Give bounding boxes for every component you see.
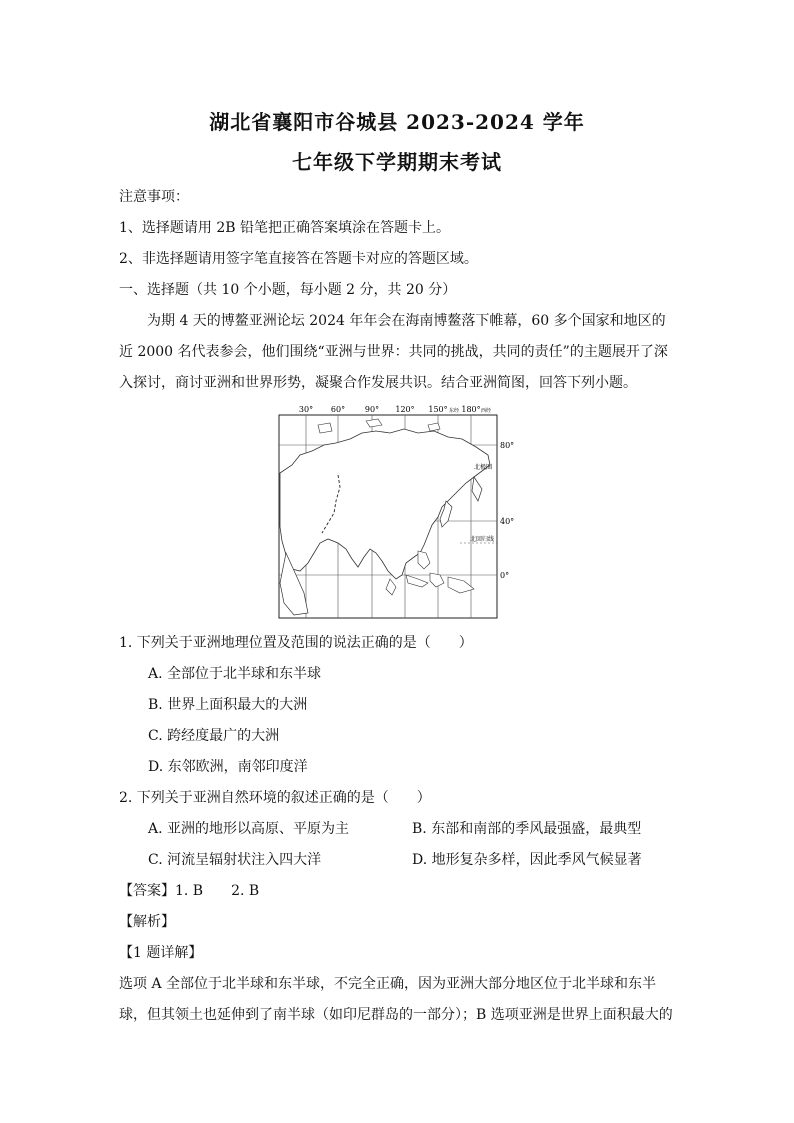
- q2-option-a: A. 亚洲的地形以高原、平原为主: [148, 821, 350, 837]
- detail-text: 选项 A 全部位于北半球和东半球，不完全正确，因为亚洲大部分地区位于北半球和东半球，但其领土也延伸到了南半球（如印尼群岛的一部分）；B 选项亚洲是世界上面积最大的: [119, 976, 673, 1023]
- map-top-label: 东经: [448, 408, 460, 414]
- q1-option-a: A. 全部位于北半球和东半球: [148, 666, 322, 682]
- kamchatka-outline: [472, 477, 482, 501]
- q1-option-b: B. 世界上面积最大的大洲: [148, 697, 308, 713]
- paper-subtitle: 七年级下学期期末考试: [292, 150, 502, 174]
- q2-stem: 2. 下列关于亚洲自然环境的叙述正确的是（ ）: [119, 790, 431, 806]
- arctic-circle-label: 北极圈: [474, 464, 493, 471]
- asia-map-svg: [278, 403, 514, 619]
- note-1: 1、选择题请用 2B 铅笔把正确答案填涂在答题卡上。: [119, 220, 451, 236]
- map-right-label: 0°: [500, 571, 510, 580]
- q1-stem: 1. 下列关于亚洲地理位置及范围的说法正确的是（ ）: [119, 635, 473, 651]
- arctic-islands: [318, 419, 440, 433]
- q2-option-d: D. 地形复杂多样，因此季风气候显著: [412, 852, 642, 868]
- map-right-label: 80°: [500, 441, 514, 450]
- notes-heading: 注意事项：: [119, 189, 189, 205]
- q2-option-c: C. 河流呈辐射状注入四大洋: [148, 852, 322, 868]
- paper-title: 湖北省襄阳市谷城县 2023-2024 学年: [209, 110, 585, 134]
- map-top-label: 30°: [298, 405, 314, 414]
- map-top-label: 西经: [480, 408, 492, 414]
- map-top-label: 180°: [461, 405, 481, 414]
- section-heading: 一、选择题（共 10 个小题，每小题 2 分，共 20 分）: [119, 282, 457, 298]
- asia-map: [278, 403, 514, 619]
- detail-heading: 【1 题详解】: [119, 945, 203, 961]
- q2-option-b: B. 东部和南部的季风最强盛，最典型: [412, 821, 642, 837]
- q1-option-d: D. 东邻欧洲，南邻印度洋: [148, 759, 308, 775]
- q1-option-c: C. 跨经度最广的大洲: [148, 728, 280, 744]
- tropic-label: 北回归线: [470, 536, 495, 543]
- passage: 为期 4 天的博鳌亚洲论坛 2024 年年会在海南博鳌落下帷幕，60 多个国家和地区的近 2000 名代表参会，他们围绕“亚洲与世界：共同的挑战，共同的责任”的主题展开了深入探讨，商讨亚洲和世界形势，凝聚合作发展共识。结合亚洲简图，回答下列小题。: [119, 313, 668, 391]
- map-top-label: 90°: [364, 405, 380, 414]
- map-top-label: 60°: [330, 405, 346, 414]
- map-top-label: 120°: [395, 405, 415, 414]
- map-top-label: 150°: [428, 405, 448, 414]
- answer-line: 【答案】1. B 2. B: [119, 883, 260, 899]
- map-right-label: 40°: [500, 517, 514, 526]
- note-2: 2、非选择题请用签字笔直接答在答题卡对应的答题区域。: [119, 251, 478, 267]
- asia-landmass: [280, 429, 493, 579]
- analysis-heading: 【解析】: [119, 914, 175, 930]
